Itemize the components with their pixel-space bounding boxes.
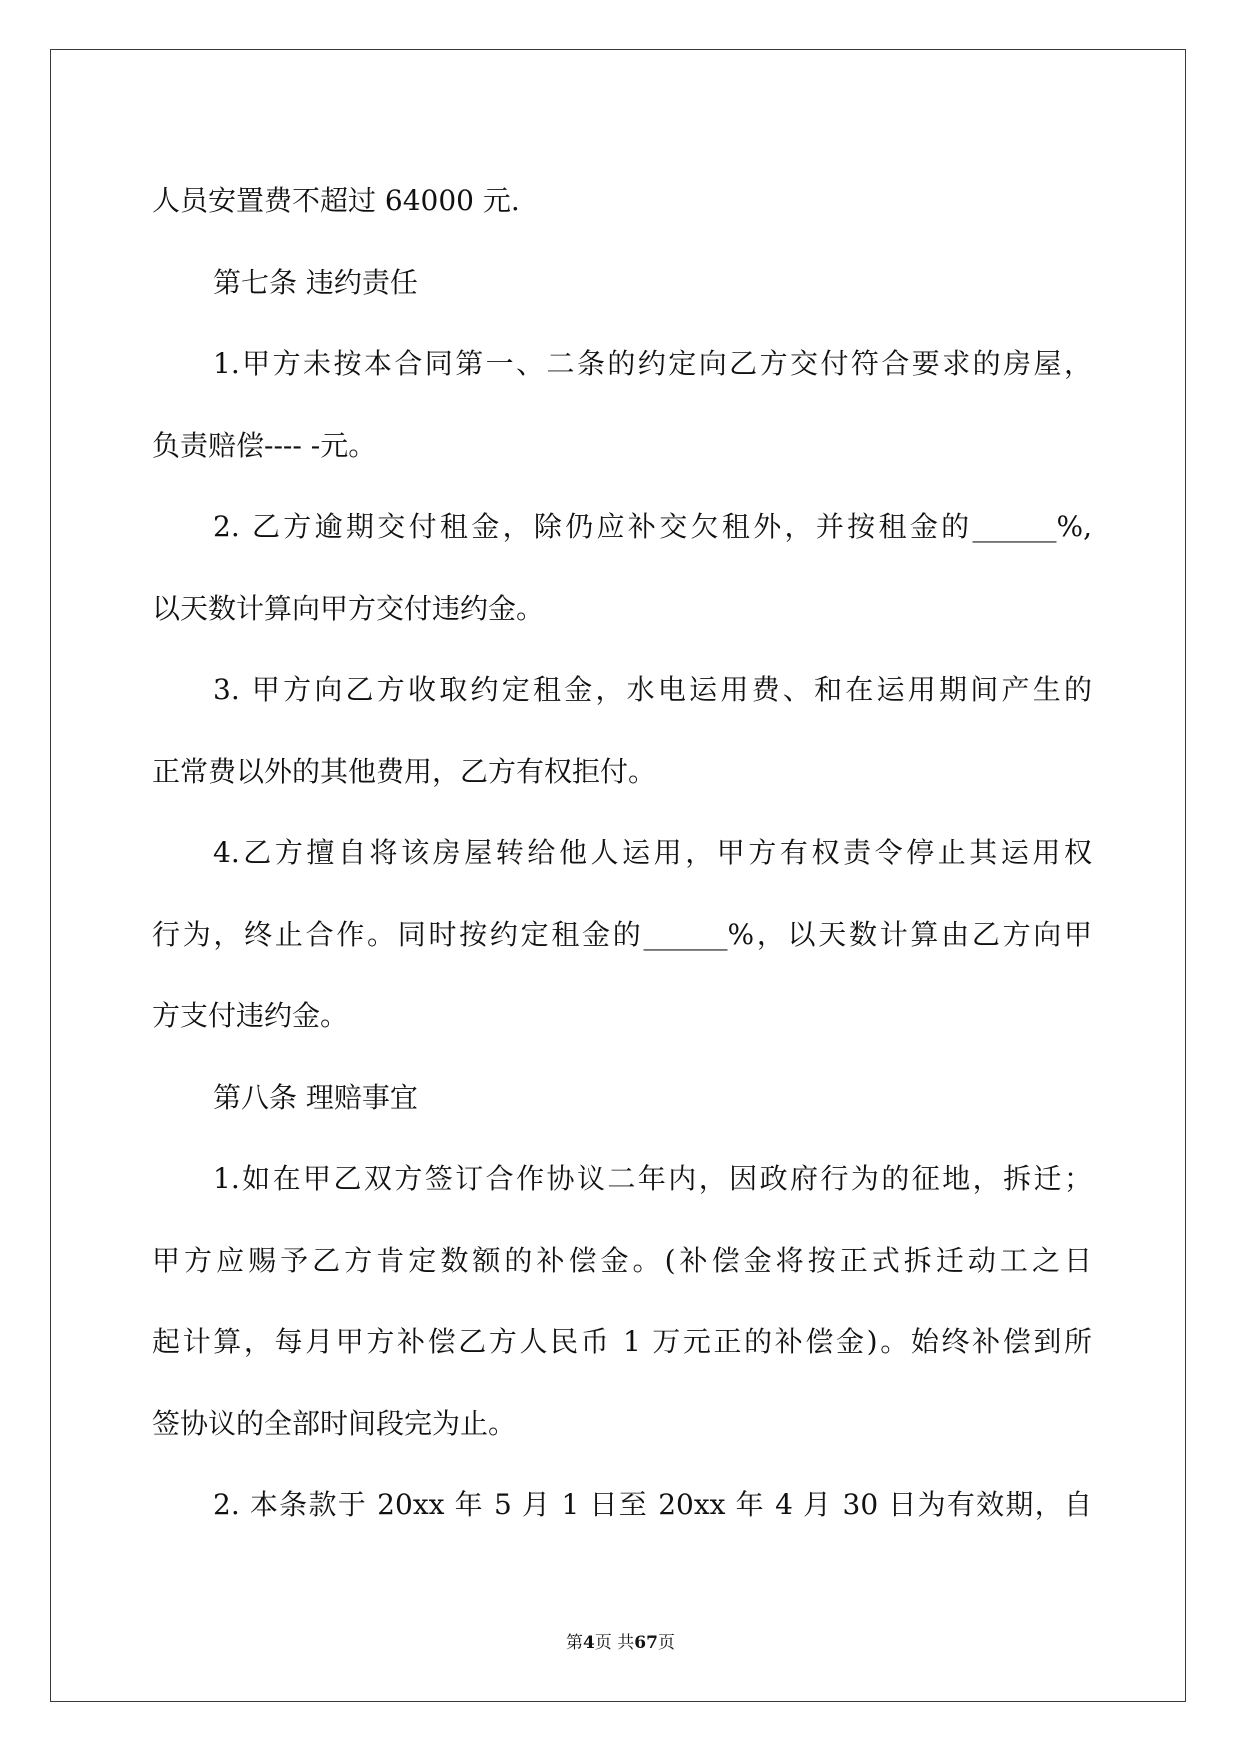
- text-line: 以天数计算向甲方交付违约金。: [152, 591, 545, 625]
- text-line: 第七条 违约责任: [213, 265, 418, 299]
- text-line: 1.甲方未按本合同第一、二条的约定向乙方交付符合要求的房屋，: [213, 347, 1092, 380]
- text-line: 甲方应赐予乙方肯定数额的补偿金。(补偿金将按正式拆迁动工之日: [152, 1243, 1092, 1277]
- footer-mid: 页 共: [594, 1633, 635, 1653]
- text-line: 第八条 理赔事宜: [213, 1080, 418, 1114]
- footer-suffix: 页: [657, 1633, 675, 1653]
- text-line: 4.乙方擅自将该房屋转给他人运用，甲方有权责令停止其运用权: [213, 836, 1092, 869]
- text-line: 方支付违约金。: [152, 999, 349, 1032]
- text-line: 1.如在甲乙双方签订合作协议二年内，因政府行为的征地，拆迁；: [213, 1162, 1092, 1195]
- text-line: 正常费以外的其他费用，乙方有权拒付。: [152, 754, 657, 788]
- text-line: 2. 乙方逾期交付租金，除仍应补交欠租外，并按租金的______%,: [213, 510, 1092, 543]
- footer-prefix: 第: [566, 1633, 584, 1653]
- text-line: 负责赔偿---- -元。: [152, 428, 377, 462]
- page-footer: [0, 1628, 1241, 1653]
- text-line: 3. 甲方向乙方收取约定租金，水电运用费、和在运用期间产生的: [213, 673, 1092, 706]
- text-line: 人员安置费不超过 64000 元.: [152, 184, 520, 217]
- text-line: 起计算，每月甲方补偿乙方人民币 1 万元正的补偿金)。始终补偿到所: [152, 1325, 1092, 1358]
- text-line: 行为，终止合作。同时按约定租金的______%，以天数计算由乙方向甲: [152, 917, 1092, 951]
- text-line: 2. 本条款于 20xx 年 5 月 1 日至 20xx 年 4 月 30 日为有效期，自: [213, 1488, 1092, 1521]
- current-page-number: 4: [583, 1633, 595, 1653]
- text-line: 签协议的全部时间段完为止。: [152, 1406, 517, 1440]
- document-body: [152, 160, 1092, 1546]
- total-page-count: 67: [634, 1633, 658, 1653]
